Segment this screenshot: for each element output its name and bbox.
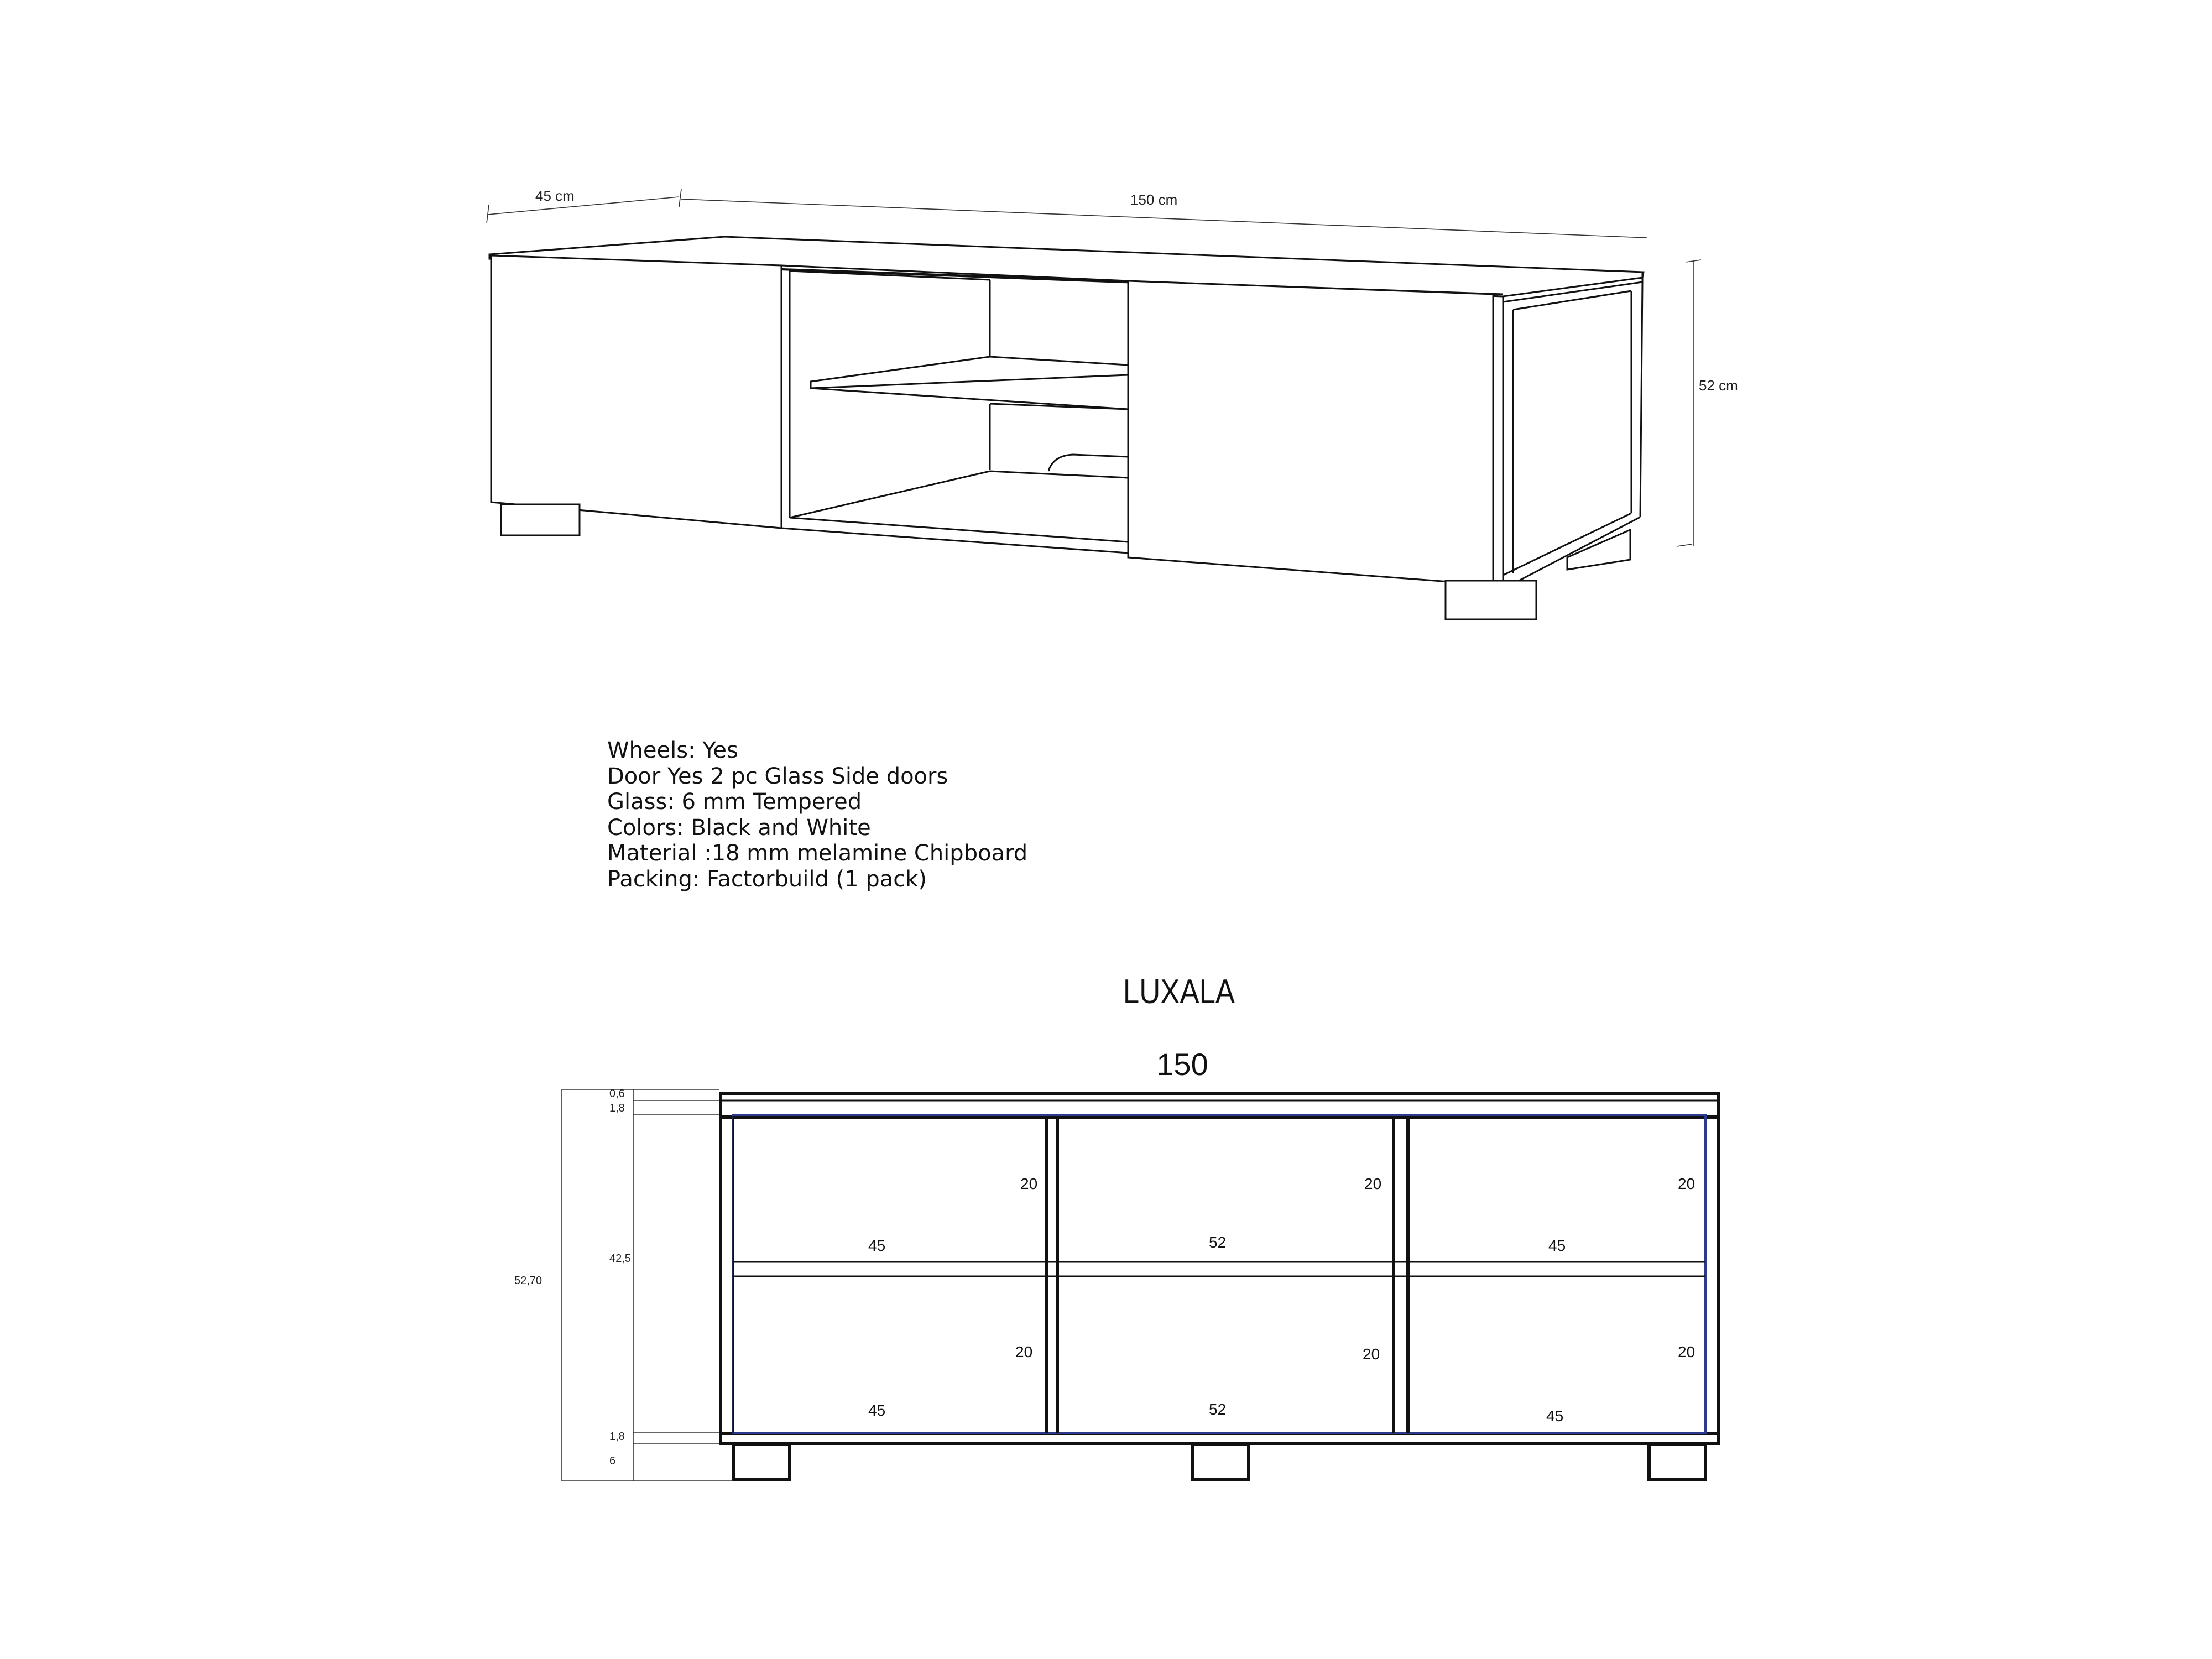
spec-list bbox=[607, 738, 1027, 892]
left-door bbox=[491, 255, 781, 528]
bottom-middle-width: 52 bbox=[1209, 1401, 1227, 1418]
perspective-view bbox=[487, 187, 1738, 619]
bottom-middle-height: 20 bbox=[1363, 1345, 1380, 1363]
top-glass-label: 0,6 bbox=[609, 1088, 625, 1100]
spec-colors: Colors: Black and White bbox=[607, 815, 871, 841]
width-dimension: 150 cm bbox=[1130, 191, 1178, 208]
spec-material: Material :18 mm melamine Chipboard bbox=[607, 841, 1028, 866]
bottom-right-width: 45 bbox=[1546, 1407, 1564, 1425]
shelf-right-width: 45 bbox=[1548, 1237, 1566, 1254]
top-board-label: 1,8 bbox=[609, 1102, 625, 1114]
inner-height-label: 42,5 bbox=[609, 1253, 631, 1265]
top-middle-height: 20 bbox=[1364, 1175, 1382, 1192]
spec-glass: Glass: 6 mm Tempered bbox=[607, 789, 862, 815]
front-view bbox=[514, 1088, 1718, 1481]
front-dimension-lines bbox=[562, 1089, 733, 1481]
brand-name: LUXALA bbox=[1123, 973, 1235, 1011]
legs-label: 6 bbox=[609, 1455, 616, 1467]
bottom-left-height: 20 bbox=[1015, 1343, 1033, 1360]
front-legs bbox=[733, 1444, 1705, 1480]
spec-doors: Door Yes 2 pc Glass Side doors bbox=[607, 763, 948, 789]
bottom-left-width: 45 bbox=[868, 1402, 886, 1419]
overall-height-label: 52,70 bbox=[514, 1275, 542, 1287]
shelf-left-width: 45 bbox=[868, 1237, 886, 1254]
front-compartments bbox=[733, 1115, 1705, 1433]
bottom-board-label: 1,8 bbox=[609, 1431, 625, 1443]
compartment-labels bbox=[868, 1175, 1695, 1425]
height-dimension: 52 cm bbox=[1699, 377, 1738, 394]
front-overall-width: 150 bbox=[1156, 1047, 1208, 1082]
spec-packing: Packing: Factorbuild (1 pack) bbox=[607, 866, 927, 892]
front-outer-frame bbox=[721, 1094, 1718, 1443]
right-door bbox=[1128, 281, 1493, 585]
depth-dimension: 45 cm bbox=[535, 187, 575, 204]
open-compartment bbox=[781, 265, 1128, 553]
shelf-middle-width: 52 bbox=[1209, 1234, 1227, 1251]
bottom-right-height: 20 bbox=[1678, 1343, 1695, 1360]
spec-wheels: Wheels: Yes bbox=[607, 738, 738, 763]
top-left-height: 20 bbox=[1020, 1175, 1038, 1192]
top-right-height: 20 bbox=[1678, 1175, 1695, 1192]
